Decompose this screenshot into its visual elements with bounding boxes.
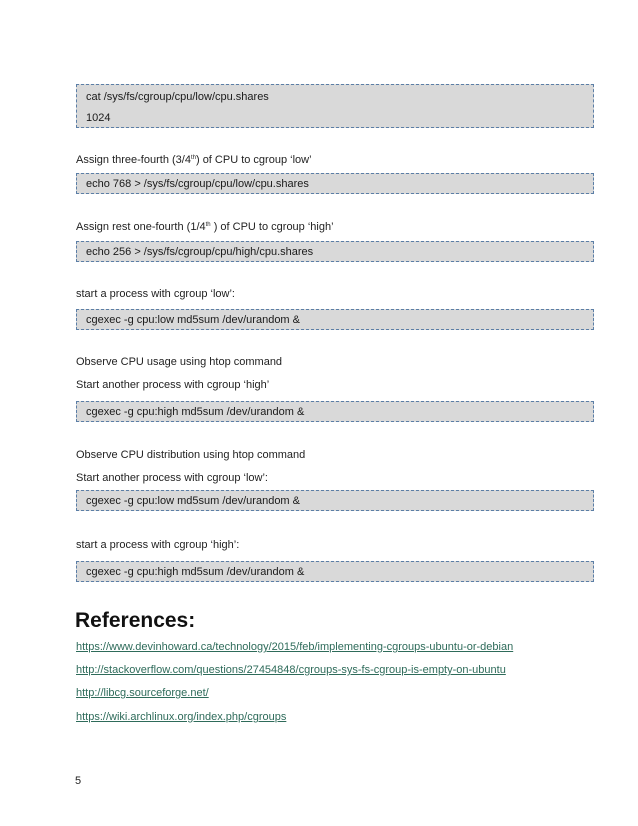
code-block-cgexec-high [76, 401, 594, 422]
paragraph-assign-low [76, 153, 312, 167]
superscript: th [190, 155, 196, 161]
code-line: echo 256 > /sys/fs/cgroup/cpu/high/cpu.shares [86, 246, 314, 258]
code-line: 1024 [86, 112, 111, 124]
reference-link[interactable]: http://stackoverflow.com/questions/27454848/cgroups-sys-fs-cgroup-is-empty-on-ubuntu [76, 664, 506, 676]
text-span: ) of CPU to cgroup ‘high’ [210, 221, 334, 233]
superscript: th [205, 222, 211, 228]
reference-link[interactable]: https://wiki.archlinux.org/index.php/cgroups [76, 711, 287, 723]
text-span: ) of CPU to cgroup ‘low’ [195, 154, 312, 166]
paragraph-start-another-high: Start another process with cgroup ‘high’ [76, 379, 270, 391]
paragraph-observe-usage: Observe CPU usage using htop command [76, 356, 283, 368]
code-block-cgexec-high-2 [76, 561, 594, 582]
paragraph-start-low: start a process with cgroup ‘low’: [76, 288, 235, 300]
code-line: cgexec -g cpu:high md5sum /dev/urandom & [86, 566, 305, 578]
paragraph-start-high: start a process with cgroup ‘high’: [76, 539, 240, 551]
code-line: cgexec -g cpu:low md5sum /dev/urandom & [86, 495, 300, 507]
text-span: Assign rest one-fourth (1/4 [76, 221, 206, 233]
code-line: echo 768 > /sys/fs/cgroup/cpu/low/cpu.shares [86, 178, 309, 190]
paragraph-observe-distribution: Observe CPU distribution using htop command [76, 449, 306, 461]
code-block-cgexec-low-2 [76, 490, 594, 511]
paragraph-start-another-low: Start another process with cgroup ‘low’: [76, 472, 268, 484]
reference-link[interactable]: https://www.devinhoward.ca/technology/2015/feb/implementing-cgroups-ubuntu-or-debian [76, 641, 514, 653]
code-line: cgexec -g cpu:high md5sum /dev/urandom & [86, 406, 305, 418]
code-line: cgexec -g cpu:low md5sum /dev/urandom & [86, 314, 300, 326]
references-heading: References: [75, 609, 196, 632]
code-block-echo-low [76, 173, 594, 194]
paragraph-assign-high [76, 220, 334, 234]
page-number: 5 [75, 775, 82, 787]
code-line: cat /sys/fs/cgroup/cpu/low/cpu.shares [86, 91, 269, 103]
code-block-cgexec-low [76, 309, 594, 330]
text-span: Assign three-fourth (3/4 [76, 154, 191, 166]
code-block-echo-high [76, 241, 594, 262]
reference-link[interactable]: http://libcg.sourceforge.net/ [76, 687, 209, 699]
code-block-cat-low [76, 84, 594, 128]
